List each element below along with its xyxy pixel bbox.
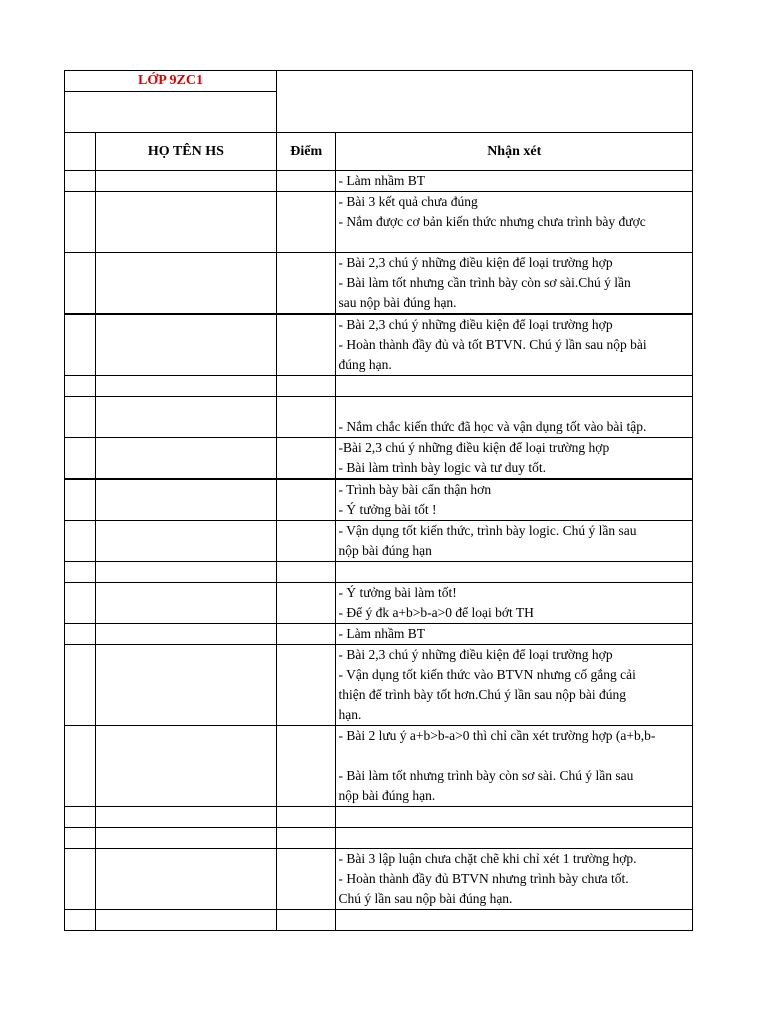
comment-line: hạn. xyxy=(338,707,362,722)
student-name-cell[interactable] xyxy=(95,645,276,726)
comment-line xyxy=(338,232,690,252)
comment-line xyxy=(338,376,690,396)
score-cell[interactable] xyxy=(277,562,336,583)
table-row xyxy=(65,253,693,315)
top-right-merged-cell[interactable] xyxy=(277,71,693,133)
comment-cell[interactable] xyxy=(336,479,693,521)
comment-line: - Nắm chắc kiến thức đã học và vận dụng tốt vào bài tập. xyxy=(338,419,647,434)
student-name-cell[interactable] xyxy=(95,583,276,624)
table-row xyxy=(65,726,693,807)
comment-cell[interactable] xyxy=(336,562,693,583)
score-cell[interactable] xyxy=(277,171,336,192)
stt-cell[interactable] xyxy=(65,849,96,910)
comment-line: - Bài 3 kết quả chưa đúng xyxy=(338,194,478,209)
comment-line: - Làm nhầm BT xyxy=(338,626,426,641)
comment-line xyxy=(338,397,690,417)
table-row xyxy=(65,314,693,376)
student-name-cell[interactable] xyxy=(95,726,276,807)
stt-cell[interactable] xyxy=(65,253,96,315)
comment-line: - Bài làm tốt nhưng trình bày còn sơ sài. Chú ý lần sau xyxy=(338,768,634,783)
comment-cell[interactable] xyxy=(336,521,693,562)
score-cell[interactable] xyxy=(277,314,336,376)
comment-line xyxy=(338,828,690,848)
stt-cell[interactable] xyxy=(65,645,96,726)
table-row xyxy=(65,397,693,438)
comment-cell[interactable] xyxy=(336,376,693,397)
score-cell[interactable] xyxy=(277,910,336,931)
table-row xyxy=(65,849,693,910)
comment-cell[interactable] xyxy=(336,253,693,315)
class-comment-table xyxy=(64,70,693,931)
comment-cell[interactable] xyxy=(336,583,693,624)
class-title[interactable]: LỚP 9ZC1 xyxy=(65,71,277,92)
comment-line: đúng hạn. xyxy=(338,357,392,372)
student-name-cell[interactable] xyxy=(95,376,276,397)
stt-cell[interactable] xyxy=(65,828,96,849)
table-row xyxy=(65,479,693,521)
comment-line: - Để ý đk a+b>b-a>0 để loại bớt TH xyxy=(338,605,534,620)
student-name-cell[interactable] xyxy=(95,521,276,562)
stt-cell[interactable] xyxy=(65,562,96,583)
student-name-cell[interactable] xyxy=(95,397,276,438)
stt-cell[interactable] xyxy=(65,521,96,562)
comment-line xyxy=(338,562,690,582)
score-cell[interactable] xyxy=(277,253,336,315)
comment-cell[interactable] xyxy=(336,438,693,480)
comment-line: - Vận dụng tốt kiến thức, trình bày logic. Chú ý lần sau xyxy=(338,523,637,538)
comment-line: - Ý tưởng bài làm tốt! xyxy=(338,585,457,600)
comment-cell[interactable] xyxy=(336,171,693,192)
score-cell[interactable] xyxy=(277,521,336,562)
student-name-cell[interactable] xyxy=(95,910,276,931)
score-cell[interactable] xyxy=(277,726,336,807)
score-cell[interactable] xyxy=(277,828,336,849)
stt-cell[interactable] xyxy=(65,726,96,807)
score-cell[interactable] xyxy=(277,583,336,624)
table-row xyxy=(65,562,693,583)
score-cell[interactable] xyxy=(277,624,336,645)
comment-line: - Trình bày bài cẩn thận hơn xyxy=(338,482,492,497)
stt-header-cell[interactable] xyxy=(65,133,96,171)
comment-column-header[interactable]: Nhận xét xyxy=(336,133,693,171)
comment-cell[interactable] xyxy=(336,828,693,849)
stt-cell[interactable] xyxy=(65,624,96,645)
comment-line: thiện để trình bày tốt hơn.Chú ý lần sau nộp bài đúng xyxy=(338,687,627,702)
title-subrow-cell[interactable] xyxy=(65,92,277,133)
stt-cell[interactable] xyxy=(65,438,96,480)
comment-line: -Bài 2,3 chú ý những điều kiện để loại trường hợp xyxy=(338,440,610,455)
comment-cell[interactable] xyxy=(336,192,693,253)
table-row xyxy=(65,171,693,192)
comment-line: - Làm nhầm BT xyxy=(338,173,426,188)
stt-cell[interactable] xyxy=(65,479,96,521)
stt-cell[interactable] xyxy=(65,910,96,931)
table-row xyxy=(65,828,693,849)
comment-line: - Vận dụng tốt kiến thức vào BTVN nhưng cố gắng cải xyxy=(338,667,636,682)
comment-line: - Bài làm tốt nhưng cần trình bày còn sơ sài.Chú ý lần xyxy=(338,275,631,290)
comment-line: - Bài 3 lập luận chưa chặt chẽ khi chỉ xét 1 trường hợp. xyxy=(338,851,637,866)
comment-line xyxy=(338,910,690,930)
stt-cell[interactable] xyxy=(65,583,96,624)
table-row xyxy=(65,583,693,624)
comment-line: - Bài làm trình bày logic và tư duy tốt. xyxy=(338,460,546,475)
score-cell[interactable] xyxy=(277,479,336,521)
student-name-cell[interactable] xyxy=(95,171,276,192)
stt-cell[interactable] xyxy=(65,192,96,253)
comment-line: - Nắm được cơ bản kiến thức nhưng chưa trình bày được xyxy=(338,214,646,229)
student-name-cell[interactable] xyxy=(95,828,276,849)
comment-cell[interactable] xyxy=(336,645,693,726)
table-row xyxy=(65,645,693,726)
comment-cell[interactable] xyxy=(336,624,693,645)
stt-cell[interactable] xyxy=(65,314,96,376)
student-name-cell[interactable] xyxy=(95,624,276,645)
comment-line: Chú ý lần sau nộp bài đúng hạn. xyxy=(338,891,513,906)
comment-line xyxy=(338,807,690,827)
comment-line xyxy=(338,746,690,766)
comment-line: - Bài 2 lưu ý a+b>b-a>0 thì chỉ cần xét trường hợp (a+b,b- xyxy=(338,728,656,743)
score-cell[interactable] xyxy=(277,807,336,828)
student-name-cell[interactable] xyxy=(95,562,276,583)
comment-cell[interactable] xyxy=(336,910,693,931)
comment-line: nộp bài đúng hạn xyxy=(338,543,432,558)
comment-cell[interactable] xyxy=(336,849,693,910)
table-row xyxy=(65,521,693,562)
comment-line: sau nộp bài đúng hạn. xyxy=(338,295,457,310)
comment-cell[interactable] xyxy=(336,314,693,376)
student-name-cell[interactable] xyxy=(95,192,276,253)
table-row xyxy=(65,807,693,828)
name-column-header[interactable]: HỌ TÊN HS xyxy=(95,133,276,171)
stt-cell[interactable] xyxy=(65,376,96,397)
table-row xyxy=(65,376,693,397)
comment-cell[interactable] xyxy=(336,726,693,807)
score-cell[interactable] xyxy=(277,376,336,397)
table-row xyxy=(65,438,693,480)
table-row xyxy=(65,624,693,645)
comment-cell[interactable] xyxy=(336,807,693,828)
table-row xyxy=(65,910,693,931)
comment-line: - Hoàn thành đầy đủ và tốt BTVN. Chú ý lần sau nộp bài xyxy=(338,337,647,352)
comment-line: - Bài 2,3 chú ý những điều kiện để loại trường hợp xyxy=(338,255,613,270)
score-cell[interactable] xyxy=(277,645,336,726)
student-name-cell[interactable] xyxy=(95,849,276,910)
comment-cell[interactable] xyxy=(336,397,693,438)
comment-line: - Hoàn thành đầy đủ BTVN nhưng trình bày chưa tốt. xyxy=(338,871,629,886)
score-cell[interactable] xyxy=(277,849,336,910)
comment-line: nộp bài đúng hạn. xyxy=(338,788,436,803)
student-name-cell[interactable] xyxy=(95,314,276,376)
comment-line: - Bài 2,3 chú ý những điều kiện để loại trường hợp xyxy=(338,647,613,662)
stt-cell[interactable] xyxy=(65,807,96,828)
student-name-cell[interactable] xyxy=(95,479,276,521)
student-name-cell[interactable] xyxy=(95,253,276,315)
score-cell[interactable] xyxy=(277,192,336,253)
table-row xyxy=(65,192,693,253)
score-cell[interactable] xyxy=(277,397,336,438)
student-name-cell[interactable] xyxy=(95,438,276,480)
stt-cell[interactable] xyxy=(65,171,96,192)
comment-line: - Ý tưởng bài tốt ! xyxy=(338,502,437,517)
score-cell[interactable] xyxy=(277,438,336,480)
comment-line: - Bài 2,3 chú ý những điều kiện để loại trường hợp xyxy=(338,317,613,332)
student-name-cell[interactable] xyxy=(95,807,276,828)
score-column-header[interactable]: Điểm xyxy=(277,133,336,171)
stt-cell[interactable] xyxy=(65,397,96,438)
